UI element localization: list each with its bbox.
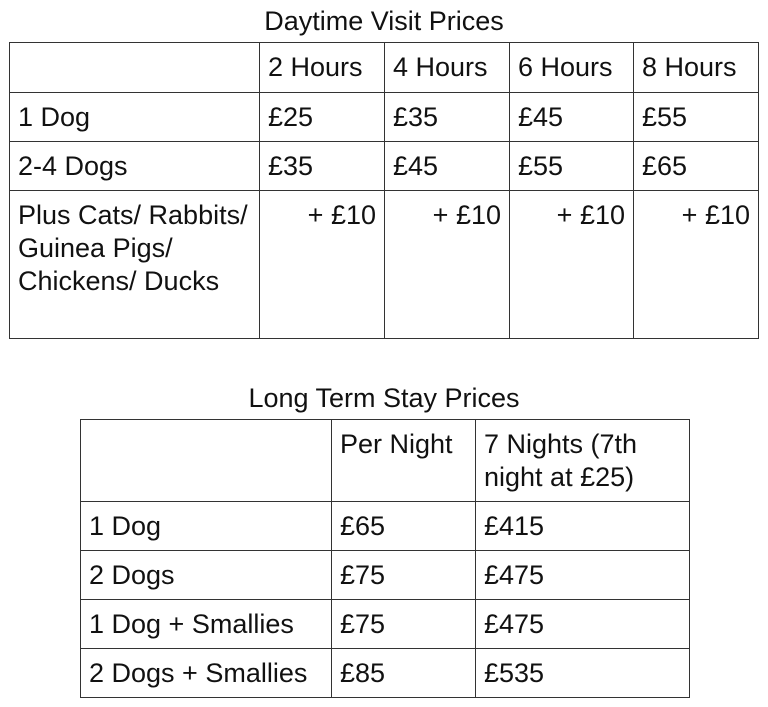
- table-header-row: [81, 420, 690, 502]
- price-cell: £65: [634, 142, 759, 191]
- price-cell: + £10: [510, 191, 634, 339]
- price-cell: £75: [332, 551, 476, 600]
- price-cell: £85: [332, 649, 476, 698]
- price-cell: £45: [510, 93, 634, 142]
- table-row: [10, 191, 759, 339]
- daytime-prices-table: [9, 42, 759, 339]
- table-row: [81, 502, 690, 551]
- long-term-prices-title: Long Term Stay Prices: [248, 383, 520, 413]
- row-label: 2 Dogs: [81, 551, 332, 600]
- header-cell-empty: [10, 43, 260, 93]
- header-cell-6-hours: 6 Hours: [510, 43, 634, 93]
- row-label: Plus Cats/ Rabbits/ Guinea Pigs/ Chickens/ Ducks: [10, 191, 260, 339]
- table-row: [81, 551, 690, 600]
- header-cell-8-hours: 8 Hours: [634, 43, 759, 93]
- long-term-prices-table: [80, 419, 690, 698]
- price-cell: £535: [476, 649, 690, 698]
- price-cell: £475: [476, 551, 690, 600]
- row-label: 1 Dog: [81, 502, 332, 551]
- price-cell: + £10: [634, 191, 759, 339]
- table-row: [81, 649, 690, 698]
- row-label: 2 Dogs + Smallies: [81, 649, 332, 698]
- price-cell: £415: [476, 502, 690, 551]
- price-cell: £35: [385, 93, 510, 142]
- row-label: 1 Dog: [10, 93, 260, 142]
- price-cell: £55: [510, 142, 634, 191]
- price-cell: £475: [476, 600, 690, 649]
- header-cell-per-night: Per Night: [332, 420, 476, 502]
- row-label: 2-4 Dogs: [10, 142, 260, 191]
- price-cell: £35: [260, 142, 385, 191]
- price-cell: £25: [260, 93, 385, 142]
- price-cell: £45: [385, 142, 510, 191]
- table-row: [10, 142, 759, 191]
- table-row: [81, 600, 690, 649]
- header-cell-7-nights: 7 Nights (7th night at £25): [476, 420, 690, 502]
- price-cell: £75: [332, 600, 476, 649]
- header-cell-empty: [81, 420, 332, 502]
- price-cell: + £10: [385, 191, 510, 339]
- daytime-prices-title: Daytime Visit Prices: [264, 6, 504, 36]
- row-label: 1 Dog + Smallies: [81, 600, 332, 649]
- header-cell-4-hours: 4 Hours: [385, 43, 510, 93]
- price-cell: £65: [332, 502, 476, 551]
- table-row: [10, 93, 759, 142]
- price-cell: £55: [634, 93, 759, 142]
- header-cell-2-hours: 2 Hours: [260, 43, 385, 93]
- table-header-row: [10, 43, 759, 93]
- price-cell: + £10: [260, 191, 385, 339]
